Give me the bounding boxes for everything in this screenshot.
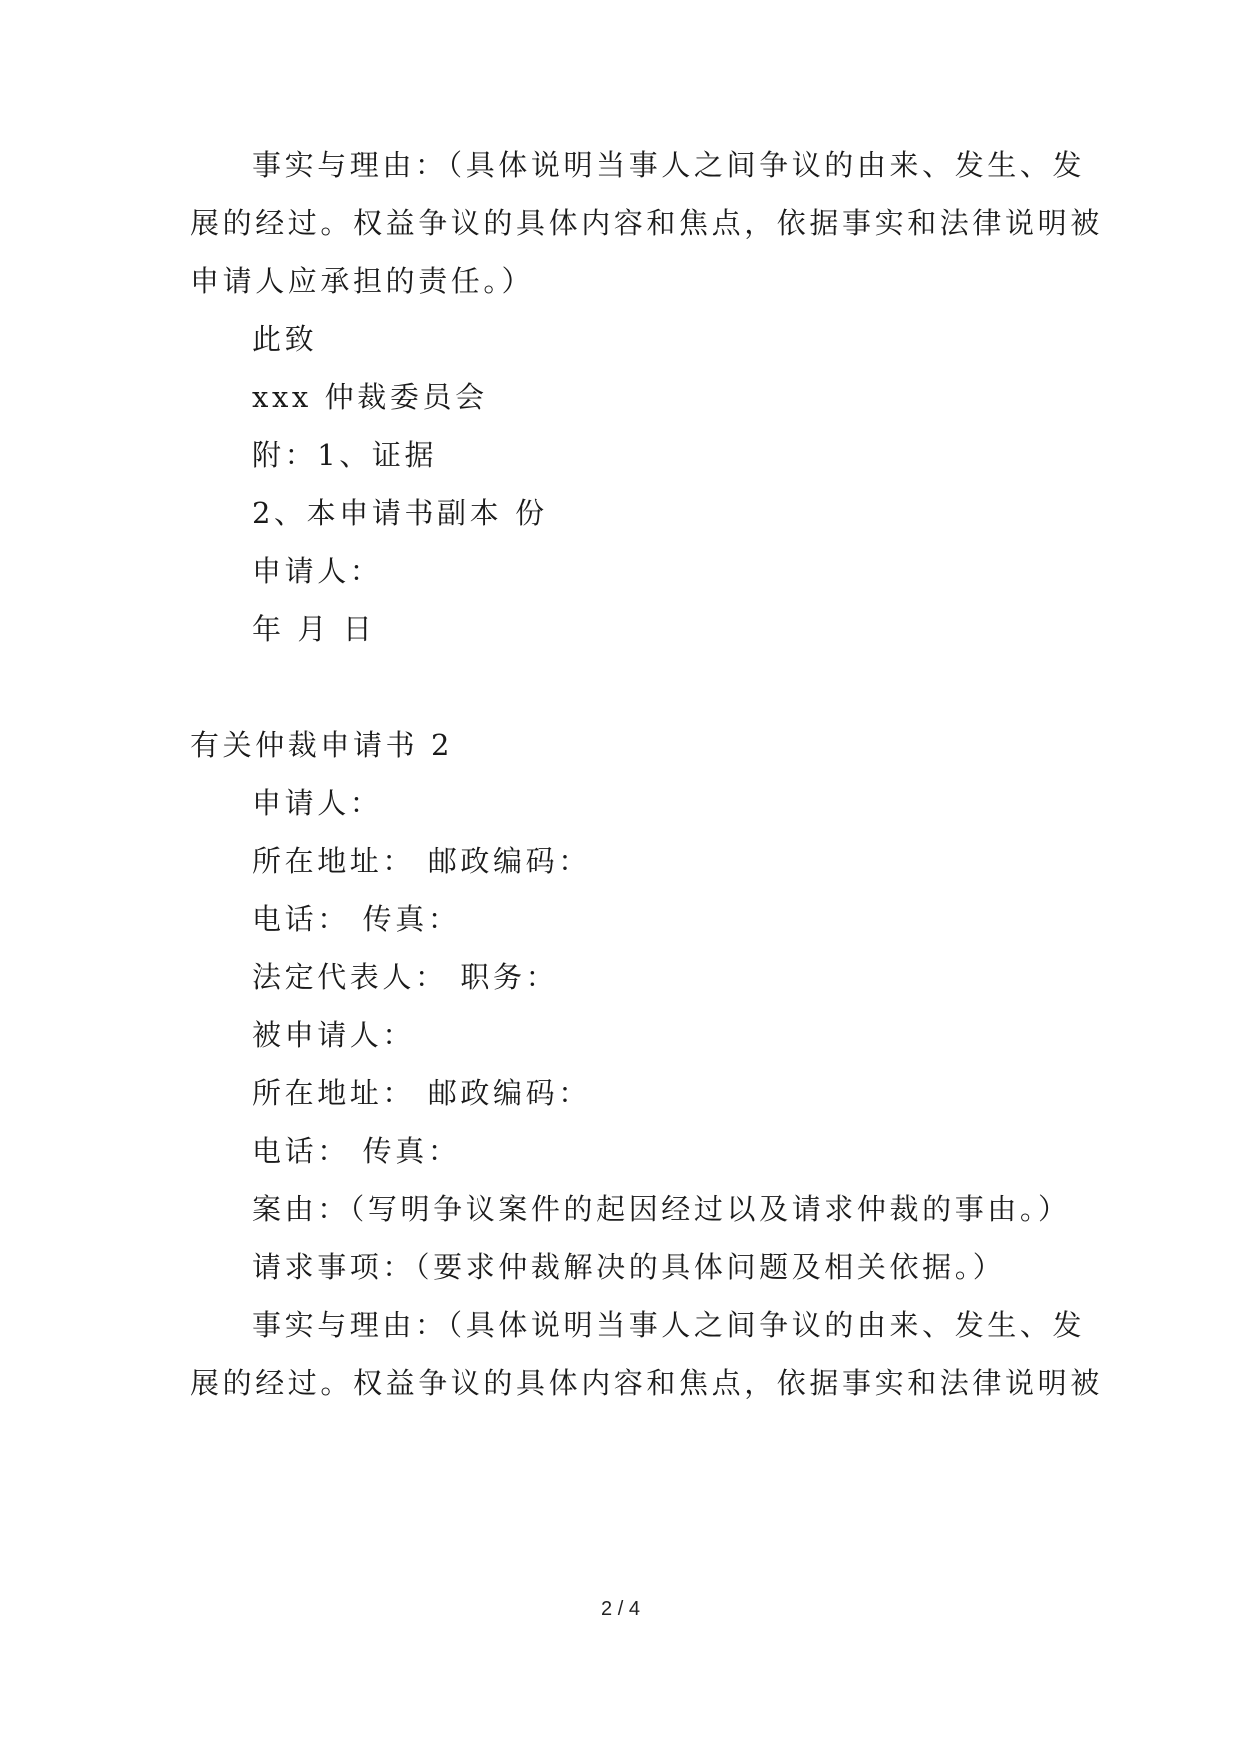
- addressee: xxx 仲裁委员会: [252, 380, 488, 414]
- facts-paragraph-2-line-2: 展的经过。权益争议的具体内容和焦点，依据事实和法律说明被: [190, 1366, 1103, 1400]
- applicant-address-field: 所在地址： 邮政编码：: [252, 844, 591, 878]
- claims-field: 请求事项：（要求仲裁解决的具体问题及相关依据。）: [252, 1250, 1006, 1284]
- page-number: 2 / 4: [601, 1598, 640, 1620]
- facts-paragraph-line-3: 申请人应承担的责任。）: [190, 264, 535, 298]
- applicant-signature: 申请人：: [252, 554, 383, 588]
- respondent-address-field: 所在地址： 邮政编码：: [252, 1076, 591, 1110]
- applicant-field: 申请人：: [252, 786, 383, 820]
- respondent-phone-field: 电话： 传真：: [252, 1134, 461, 1168]
- facts-paragraph-2-line-1: 事实与理由：（具体说明当事人之间争议的由来、发生、发: [252, 1308, 1086, 1342]
- attachment-2: 2、本申请书副本 份: [252, 496, 548, 530]
- applicant-phone-field: 电话： 传真：: [252, 902, 461, 936]
- facts-paragraph-line-1: 事实与理由：（具体说明当事人之间争议的由来、发生、发: [252, 148, 1086, 182]
- attachment-1: 附：1、证据: [252, 438, 438, 472]
- salutation: 此致: [252, 322, 318, 356]
- facts-paragraph-line-2: 展的经过。权益争议的具体内容和焦点，依据事实和法律说明被: [190, 206, 1103, 240]
- respondent-field: 被申请人：: [252, 1018, 416, 1052]
- date-line: 年 月 日: [252, 612, 376, 646]
- legal-representative-field: 法定代表人： 职务：: [252, 960, 559, 994]
- section-title: 有关仲裁申请书 2: [190, 728, 454, 762]
- cause-field: 案由：（写明争议案件的起因经过以及请求仲裁的事由。）: [252, 1192, 1071, 1226]
